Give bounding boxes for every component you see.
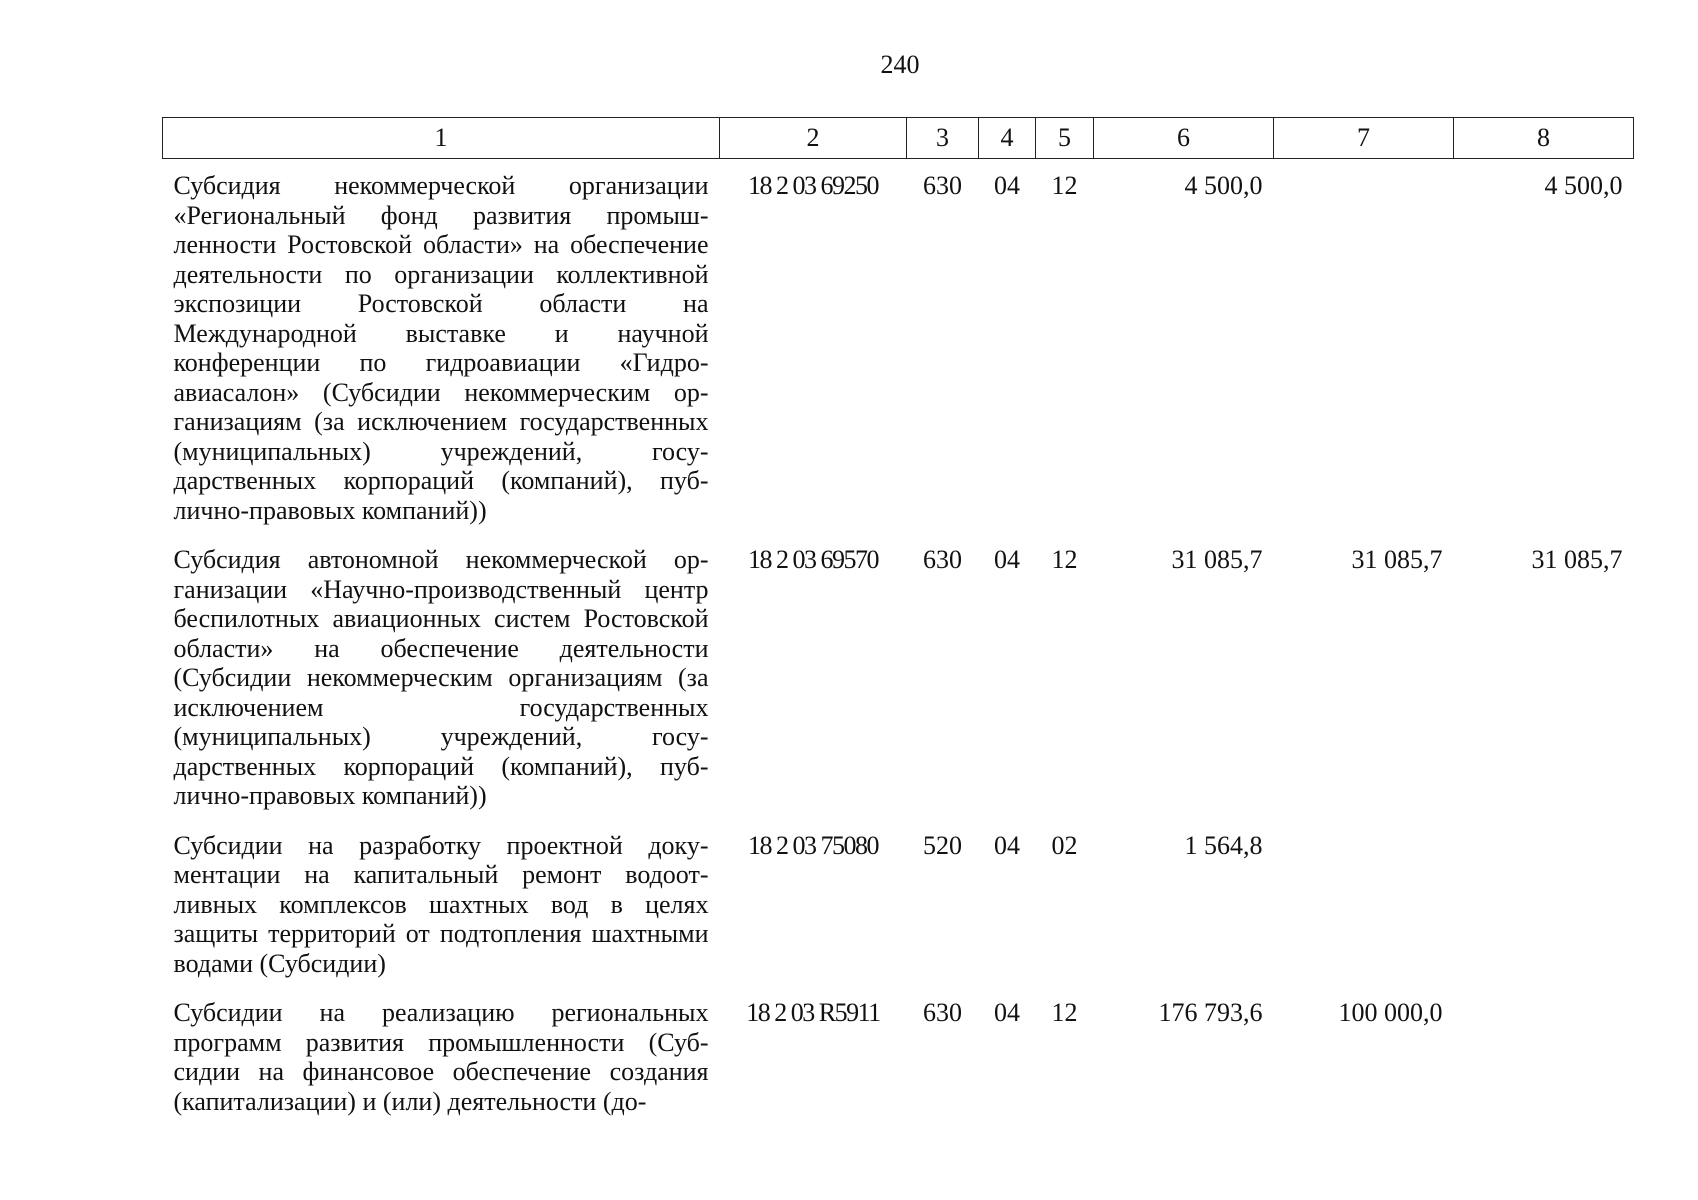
row-col6: 31 085,7 — [1171, 545, 1263, 574]
table-body — [163, 159, 1634, 1125]
row-description: Субсидии на разработку проектной документации на капитальный ремонт водоотливных комплексов шахтных вод в целях защиты территорий от подтопления шахтными водами (Субсидии) — [173, 830, 709, 978]
header-col-2: 2 — [720, 118, 907, 159]
table-row — [163, 159, 1634, 534]
page-number: 240 — [880, 50, 920, 79]
row-description: Субсидия автономной некоммерческой организации «Научно-производственный центр беспилотных авиационных систем Ростовской области» на обеспечение деятельности (Субсидии некоммерческим организациям (за исключением государственных (муниципальных) учреждений, государственных корпораций (компаний), публично-правовых компаний)) — [173, 545, 709, 810]
table-row — [163, 819, 1634, 987]
row-col7: 100 000,0 — [1338, 998, 1443, 1027]
row-col4: 04 — [994, 830, 1020, 860]
header-col-8: 8 — [1454, 118, 1634, 159]
row-col4: 04 — [994, 998, 1020, 1027]
row-code: 18 2 03 69250 — [748, 171, 878, 200]
row-col7 — [1274, 819, 1454, 987]
row-code: 18 2 03 75080 — [748, 830, 878, 860]
row-col6: 4 500,0 — [1184, 171, 1263, 200]
row-col3: 520 — [923, 830, 962, 860]
header-col-5: 5 — [1036, 118, 1094, 159]
row-col4: 04 — [994, 545, 1020, 574]
row-col8 — [1454, 819, 1634, 987]
row-description: Субсидия некоммерческой организации «Региональный фонд развития промышленности Ростовской области» на обеспечение деятельности по организации коллективной экспозиции Ростовской области на Международной выставке и научной конференции по гидроавиации «Гидроавиасалон» (Субсидии некоммерческим организациям (за исключением государственных (муниципальных) учреждений, государственных корпораций (компаний), публично-правовых компаний)) — [173, 171, 709, 525]
row-col7 — [1274, 159, 1454, 534]
header-row — [163, 118, 1634, 159]
budget-table — [162, 117, 1634, 1124]
row-col3: 630 — [923, 545, 962, 574]
row-col8: 31 085,7 — [1531, 545, 1623, 574]
table-row — [163, 986, 1634, 1124]
row-col3: 630 — [923, 998, 962, 1027]
row-description: Субсидии на реализацию региональных программ развития промышленности (Субсидии на финансовое обеспечение создания (капитализации) и (или) деятельности (до- — [173, 998, 709, 1116]
row-col5: 12 — [1051, 171, 1078, 200]
header-col-6: 6 — [1094, 118, 1274, 159]
row-code: 18 2 03 69570 — [748, 545, 878, 574]
header-col-3: 3 — [907, 118, 979, 159]
row-col6: 1 564,8 — [1184, 830, 1263, 860]
row-col3: 630 — [923, 171, 962, 200]
table-header — [163, 118, 1634, 159]
table-row — [163, 533, 1634, 819]
row-code: 18 2 03 R5911 — [746, 998, 880, 1027]
row-col5: 02 — [1051, 830, 1078, 860]
header-col-1: 1 — [163, 118, 720, 159]
row-col8 — [1454, 986, 1634, 1124]
header-col-7: 7 — [1274, 118, 1454, 159]
row-col5: 12 — [1051, 998, 1078, 1027]
row-col7: 31 085,7 — [1351, 545, 1443, 574]
row-col4: 04 — [994, 171, 1020, 200]
row-col6: 176 793,6 — [1158, 998, 1263, 1027]
row-col8: 4 500,0 — [1544, 171, 1623, 200]
header-col-4: 4 — [979, 118, 1036, 159]
row-col5: 12 — [1051, 545, 1078, 574]
